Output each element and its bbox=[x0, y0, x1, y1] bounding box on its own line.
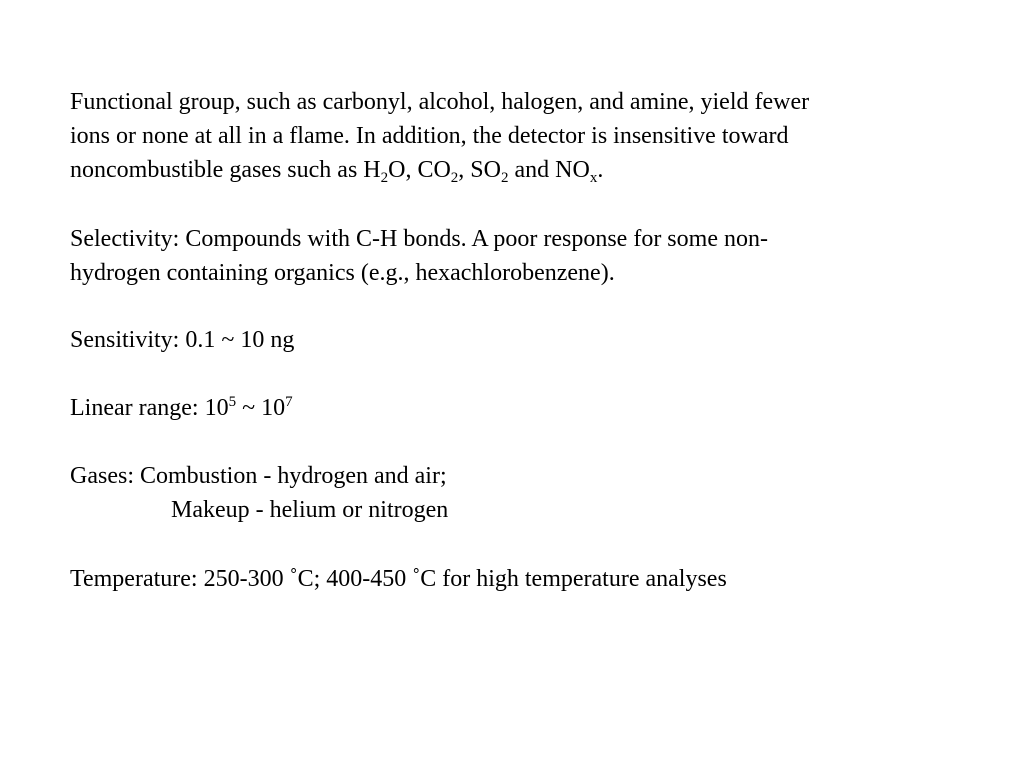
text-segment: O, CO bbox=[388, 157, 451, 183]
superscript: 5 bbox=[228, 394, 237, 410]
subscript: 2 bbox=[500, 170, 509, 186]
gases-line-1: Gases: Combustion - hydrogen and air; bbox=[70, 463, 447, 489]
subscript: x bbox=[589, 170, 598, 186]
paragraph-functional-groups bbox=[70, 85, 809, 187]
text-segment: . bbox=[597, 157, 604, 183]
temperature-text: Temperature: 250-300 ˚C; 400-450 ˚C for high temperature analyses bbox=[70, 566, 727, 592]
paragraph-gases bbox=[70, 459, 448, 527]
paragraph-line-1: Functional group, such as carbonyl, alcohol, halogen, and amine, yield fewer bbox=[70, 89, 810, 115]
superscript: 7 bbox=[285, 394, 293, 410]
text-prefix: noncombustible gases such as H bbox=[70, 157, 381, 183]
paragraph-sensitivity bbox=[70, 323, 294, 357]
text-segment: , SO bbox=[458, 157, 501, 183]
paragraph-linear-range bbox=[70, 391, 293, 425]
subscript: 2 bbox=[450, 170, 459, 186]
gases-line-2: Makeup - helium or nitrogen bbox=[171, 497, 449, 523]
paragraph-selectivity bbox=[70, 222, 768, 290]
sensitivity-text: Sensitivity: 0.1 ~ 10 ng bbox=[70, 327, 295, 353]
selectivity-line-1: Selectivity: Compounds with C-H bonds. A poor response for some non- bbox=[70, 226, 768, 252]
subscript: 2 bbox=[380, 170, 389, 186]
linear-range-text bbox=[70, 391, 293, 425]
text-segment: ~ 10 bbox=[236, 395, 286, 421]
paragraph-temperature bbox=[70, 562, 727, 596]
text-segment: and NO bbox=[508, 157, 590, 183]
paragraph-line-3 bbox=[70, 153, 809, 187]
text-prefix: Linear range: 10 bbox=[70, 395, 229, 421]
selectivity-line-2: hydrogen containing organics (e.g., hexachlorobenzene). bbox=[70, 260, 615, 286]
paragraph-line-2: ions or none at all in a flame. In addition, the detector is insensitive toward bbox=[70, 123, 789, 149]
